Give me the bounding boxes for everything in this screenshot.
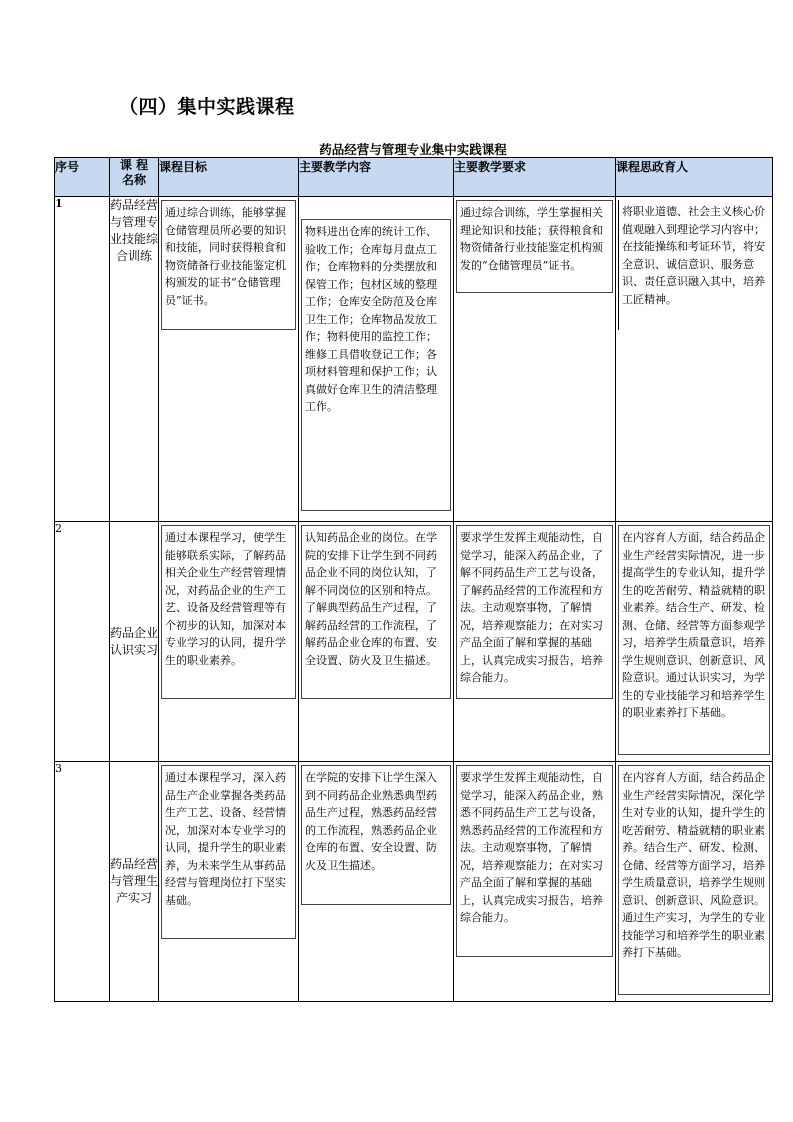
section-title: （四）集中实践课程 xyxy=(119,96,295,118)
row-course-name: 药品经营与管理专业技能综合训练 xyxy=(110,197,159,522)
row-goal: 通过本课程学习，深入药品生产企业掌握各类药品生产工艺、设备、经营情况，加深对本专业学习的认同，提升学生的职业素养，为未来学生从事药品经营与管理岗位打下坚实基础。 xyxy=(161,765,296,939)
row-goal-cell xyxy=(159,762,299,1002)
row-requirement-cell xyxy=(454,197,616,522)
header-ideology: 课程思政育人 xyxy=(616,158,773,197)
header-content: 主要教学内容 xyxy=(299,158,454,197)
row-goal-cell xyxy=(159,522,299,762)
row-content-cell xyxy=(299,522,454,762)
row-course-name: 药品经营与管理生产实习 xyxy=(110,762,159,1002)
row-requirement: 要求学生发挥主观能动性，自觉学习，能深入药品企业，了解不同药品生产工艺与设备，了解药品经营的工作流程和方法。主动观察事物，了解情况，培养观察能力；在对实习产品全面了解和掌握的基础上，认真完成实习报告，培养综合能力。 xyxy=(456,525,613,699)
row-content: 认知药品企业的岗位。在学院的安排下让学生到不同药品企业不同的岗位认知，了解不同岗位的区别和特点。了解典型药品生产过程，了解药品经营的工作流程，了解药品企业仓库的布置、安全设置、防火及卫生描述。 xyxy=(301,525,451,699)
row-content: 在学院的安排下让学生深入到不同药品企业熟悉典型药品生产过程，熟悉药品经营的工作流程，熟悉药品企业仓库的布置、安全设置、防火及卫生描述。 xyxy=(301,765,451,905)
header-seq: 序号 xyxy=(55,158,110,197)
row-ideology: 在内容育人方面，结合药品企业生产经营实际情况，进一步提高学生的专业认知，提升学生的吃苦耐劳、精益就精的职业素养。结合生产、研发、检测、仓储、经营等方面参观学习，培养学生质量意识，培养学生规则意识、创新意识、风险意识。通过认识实习，为学生的专业技能学习和培养学生的职业素养打下基础。 xyxy=(618,525,770,755)
row-content-cell xyxy=(299,762,454,1002)
row-ideology-cell xyxy=(616,197,773,522)
table-header-row xyxy=(55,158,773,197)
header-goal: 课程目标 xyxy=(159,158,299,197)
row-requirement-cell xyxy=(454,762,616,1002)
row-ideology-cell xyxy=(616,522,773,762)
row-seq: 1 xyxy=(55,197,110,522)
row-goal: 通过综合训练，能够掌握仓储管理员所必要的知识和技能，同时获得粮食和物资储备行业技能鉴定机构颁发的证书“仓储管理员”证书。 xyxy=(161,200,296,330)
table-row xyxy=(55,762,773,1002)
row-requirement: 要求学生发挥主观能动性，自觉学习，能深入药品企业，熟悉不同药品生产工艺与设备，熟悉药品经营的工作流程和方法。主动观察事物，了解情况，培养观察能力；在对实习产品全面了解和掌握的基础上，认真完成实习报告，培养综合能力。 xyxy=(456,765,613,957)
header-course-name xyxy=(110,158,159,197)
row-ideology-cell xyxy=(616,762,773,1002)
row-course-name: 药品企业认识实习 xyxy=(110,522,159,762)
row-content-cell xyxy=(299,197,454,522)
table-row xyxy=(55,197,773,522)
row-seq: 3 xyxy=(55,762,110,1002)
row-ideology: 在内容育人方面，结合药品企业生产经营实际情况，深化学生对专业的认知，提升学生的吃苦耐劳、精益就精的职业素养。结合生产、研发、检测、仓储、经营等方面学习，培养学生质量意识，培养学生规则意识、创新意识、风险意识。通过生产实习，为学生的专业技能学习和培养学生的职业素养打下基础。 xyxy=(618,765,770,995)
row-content: 物料进出仓库的统计工作、验收工作；仓库每月盘点工作；仓库物料的分类摆放和保管工作；包材区域的整理工作；仓库安全防范及仓库卫生工作；仓库物品发放工作；物料使用的监控工作；维修工具借收登记工作；各项材料管理和保护工作；认真做好仓库卫生的清洁整理工作。 xyxy=(301,219,451,511)
row-requirement: 通过综合训练，学生掌握相关理论知识和技能；获得粮食和物资储备行业技能鉴定机构颁发的“仓储管理员”证书。 xyxy=(456,200,613,293)
header-course-name-line2: 名称 xyxy=(121,173,146,187)
header-requirement: 主要教学要求 xyxy=(454,158,616,197)
row-ideology: 将职业道德、社会主义核心价值观融入到理论学习内容中；在技能操练和考证环节，将安全意识、诚信意识、服务意识、责任意识融入其中，培养工匠精神。 xyxy=(618,200,770,330)
table-caption: 药品经营与管理专业集中实践课程 xyxy=(319,142,507,157)
row-seq: 2 xyxy=(55,522,110,762)
row-goal-cell xyxy=(159,197,299,522)
row-requirement-cell xyxy=(454,522,616,762)
header-course-name-line1: 课 程 xyxy=(119,158,149,172)
row-goal: 通过本课程学习，使学生能够联系实际，了解药品相关企业生产经营管理情况，对药品企业的生产工艺、设备及经营管理等有个初步的认知，加深对本专业学习的认同，提升学生的职业素养。 xyxy=(161,525,296,699)
practice-course-table xyxy=(54,157,773,1002)
table-row xyxy=(55,522,773,762)
